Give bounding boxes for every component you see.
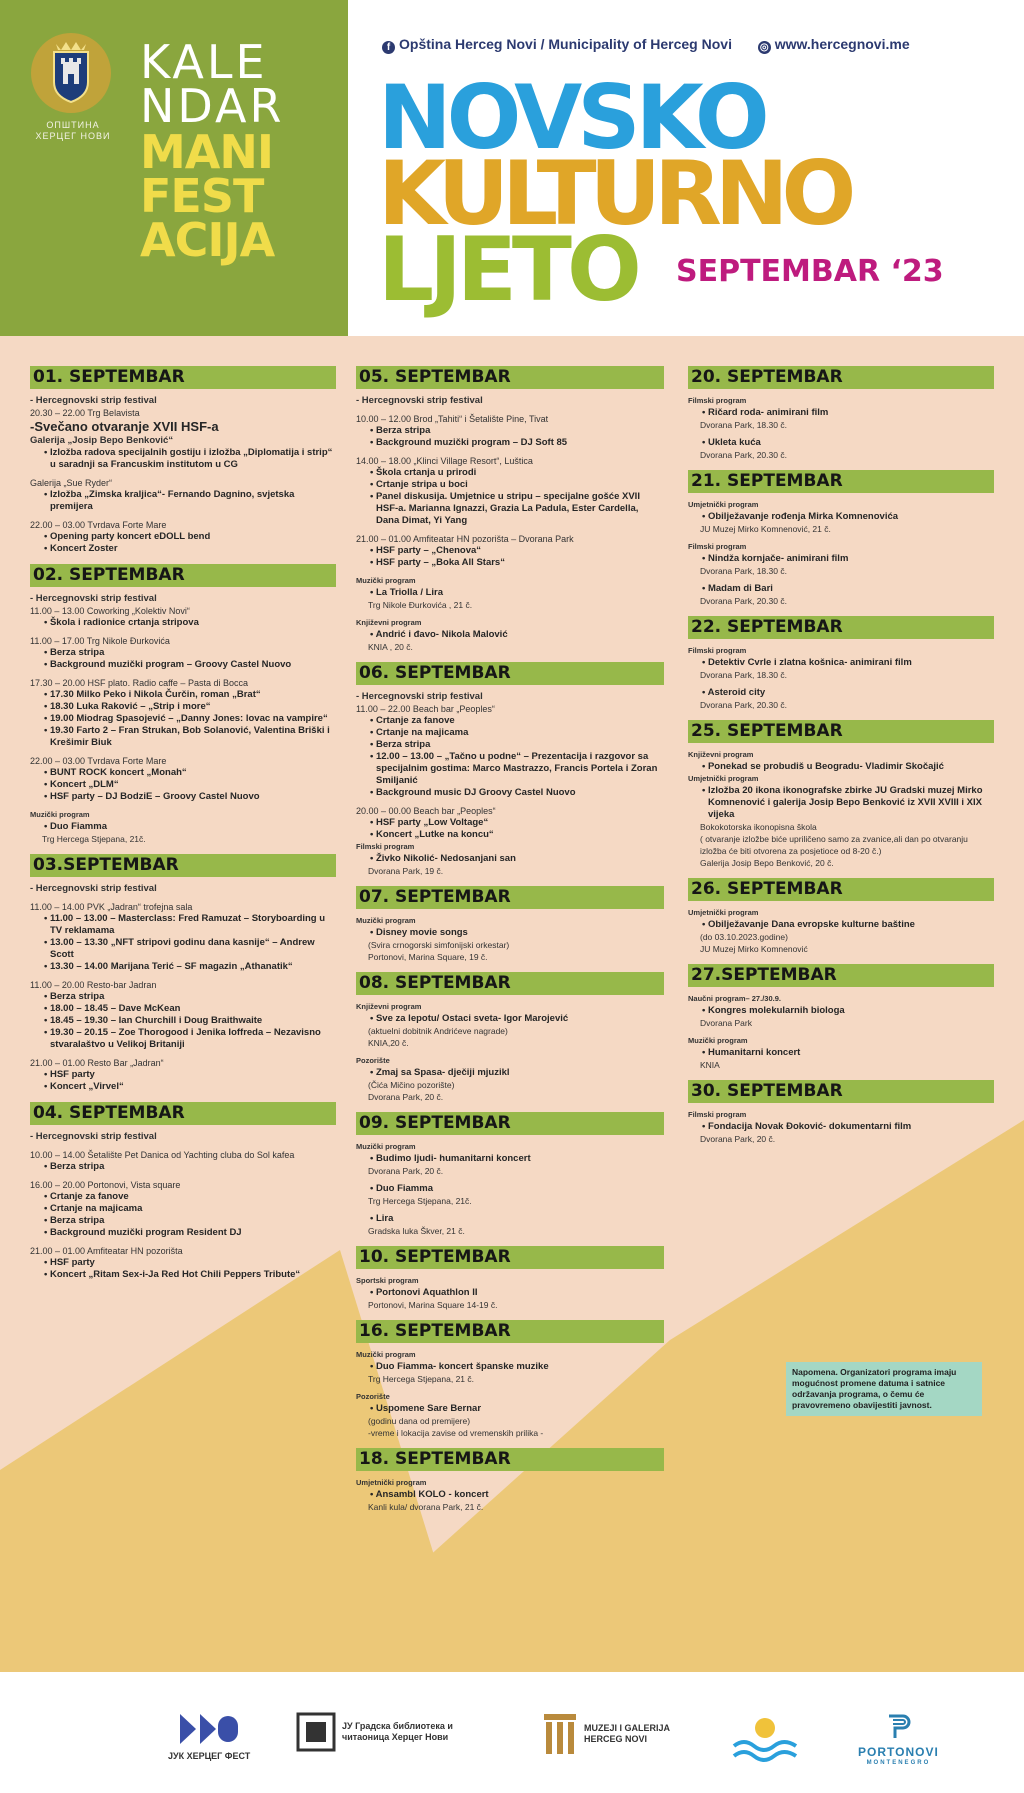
event-item: • Škola i radionice crtanja stripova (30, 617, 336, 629)
event-info: - Hercegnovski strip festival (356, 691, 483, 702)
date-heading: 09. SEPTEMBAR (356, 1112, 664, 1135)
event-venue: Dvorana Park (700, 1018, 752, 1028)
event-venue: JU Muzej Mirko Komnenović (700, 944, 808, 954)
date-heading: 21. SEPTEMBAR (688, 470, 994, 493)
event-item: • 17.30 Milko Peko i Nikola Čurčin, roman „Brat“ (30, 689, 336, 701)
event-group (688, 993, 994, 1029)
event-item: • HSF party (30, 1257, 336, 1269)
social-line (382, 36, 910, 54)
event-item: • Fondacija Novak Đoković- dokumentarni film (688, 1121, 994, 1133)
event-item: • Duo Fiamma (356, 1183, 664, 1195)
program-type: Muzički program (688, 1036, 748, 1045)
event-group (688, 1109, 994, 1145)
event-group (30, 395, 336, 471)
event-venue: (godinu dana od premijere) (368, 1416, 471, 1426)
event-info: 20.00 – 00.00 Beach bar „Peoples“ (356, 806, 496, 816)
event-item: • Crtanje na majicama (356, 727, 664, 739)
event-item: • 18.30 Luka Raković – „Strip i more“ (30, 701, 336, 713)
library-icon (296, 1712, 336, 1752)
event-group (356, 1275, 664, 1311)
event-item: • Crtanje za fanove (30, 1191, 336, 1203)
program-type: Filmski program (688, 1110, 747, 1119)
date-section (688, 720, 994, 869)
date-section (356, 1112, 664, 1237)
event-item: • Kongres molekularnih biologa (688, 1005, 994, 1017)
event-venue: (do 03.10.2023.godine) (700, 932, 788, 942)
event-item: • Ričard roda- animirani film (688, 407, 994, 419)
date-heading: 30. SEPTEMBAR (688, 1080, 994, 1103)
kalendar-line-2: NDAR (140, 79, 285, 133)
date-heading: 08. SEPTEMBAR (356, 972, 664, 995)
event-group (688, 541, 994, 577)
title-novsko: NOVSKO (378, 66, 765, 169)
event-item: • HSF party – DJ BodziE – Groovy Castel Nuovo (30, 791, 336, 803)
event-group (688, 499, 994, 535)
event-item: • Berza stripa (30, 991, 336, 1003)
date-heading: 22. SEPTEMBAR (688, 616, 994, 639)
program-type: Književni program (688, 750, 754, 759)
program-type: Umjetnički program (688, 774, 759, 783)
event-group (356, 1001, 664, 1049)
date-section (356, 972, 664, 1103)
event-group (356, 617, 664, 653)
event-venue: Trg Hercega Stjepana, 21č. (42, 834, 146, 844)
event-item: • 19.30 Farto 2 – Fran Strukan, Bob Solanović, Valentina Briški i Krešimir Biuk (30, 725, 336, 749)
program-type: Muzički program (356, 1350, 416, 1359)
date-section (688, 366, 994, 461)
event-highlight: -Svečano otvaranje XVII HSF-a (30, 419, 219, 434)
event-group (30, 1245, 336, 1281)
event-group (356, 1141, 664, 1177)
date-section (688, 470, 994, 607)
schedule-column-2 (356, 366, 664, 1522)
event-item: • Lira (356, 1213, 664, 1225)
museum-label: MUZEJI I GALERIJA HERCEG NOVI (584, 1723, 670, 1744)
event-info: 22.00 – 03.00 Tvrdava Forte Mare (30, 756, 167, 766)
date-heading: 07. SEPTEMBAR (356, 886, 664, 909)
museum-logo (542, 1712, 680, 1756)
event-venue: Portonovi, Marina Square, 19 č. (368, 952, 488, 962)
event-item: • Andrić i đavo- Nikola Malović (356, 629, 664, 641)
herceg-fest-icon (176, 1712, 242, 1746)
event-group (30, 979, 336, 1051)
program-type: Pozorište (356, 1392, 390, 1401)
event-group (30, 901, 336, 973)
event-item: • 19.00 Miodrag Spasojević – „Danny Jones: lovac na vampire“ (30, 713, 336, 725)
event-item: • HSF party (30, 1069, 336, 1081)
event-group (30, 883, 336, 895)
event-group (356, 691, 664, 799)
event-venue: Galerija Josip Bepo Benković, 20 č. (700, 858, 834, 868)
event-venue: Trg Hercega Stjepana, 21č. (368, 1196, 472, 1206)
program-type: Filmski program (356, 842, 415, 851)
event-info: 17.30 – 20.00 HSF plato. Radio caffe – Pasta di Bocca (30, 678, 248, 688)
program-type: Naučni program– 27./30.9. (688, 994, 781, 1003)
event-info: - Hercegnovski strip festival (30, 1131, 157, 1142)
event-item: • Uspomene Sare Bernar (356, 1403, 664, 1415)
event-item: • 18.00 – 18.45 – Dave McKean (30, 1003, 336, 1015)
event-info: 11.00 – 14.00 PVK „Jadran“ trofejna sala (30, 902, 193, 912)
program-type: Književni program (356, 618, 422, 627)
portonovi-logo (858, 1712, 939, 1769)
event-venue: Portonovi, Marina Square 14-19 č. (368, 1300, 498, 1310)
event-item: • HSF party „Low Voltage“ (356, 817, 664, 829)
program-type: Književni program (356, 1002, 422, 1011)
event-group (356, 1183, 664, 1207)
municipality-label: ОПШТИНА ХЕРЦЕГ НОВИ (35, 120, 111, 141)
herceg-fest-label: ЈУК ХЕРЦЕГ ФЕСТ (168, 1751, 251, 1761)
event-info: 11.00 – 17.00 Trg Nikole Đurkovića (30, 636, 170, 646)
event-venue: Bokokotorska ikonopisna škola (700, 822, 817, 832)
event-item: • Izložba radova specijalnih gostiju i izložba „Diplomatija i strip“ u saradnji sa Francuskim institutom u CG (30, 447, 336, 471)
event-item: • Duo Fiamma (30, 821, 336, 833)
title-ljeto: LJETO (378, 218, 637, 321)
event-item: • 13.30 – 14.00 Marijana Terić – SF magazin „Athanatik“ (30, 961, 336, 973)
event-venue: KNIA , 20 č. (368, 642, 413, 652)
event-item: • Škola crtanja u prirodi (356, 467, 664, 479)
event-group (30, 1149, 336, 1173)
event-item: • 19.30 – 20.15 – Zoe Thorogood i Jenika Ioffreda – Nezavisno stvaralaštvo u Velikoj Britaniji (30, 1027, 336, 1051)
kalendar-line-1: KALE (140, 35, 268, 89)
program-type: Filmski program (688, 396, 747, 405)
event-info: 11.00 – 13.00 Coworking „Kolektiv Novi“ (30, 606, 190, 616)
date-heading: 03.SEPTEMBAR (30, 854, 336, 877)
event-info: - Hercegnovski strip festival (30, 883, 157, 894)
event-info: 14.00 – 18.00 „Klinci Village Resort“, Luštica (356, 456, 533, 466)
event-group (356, 1349, 664, 1385)
event-item: • 18.45 – 19.30 – Ian Churchill i Doug Braithwaite (30, 1015, 336, 1027)
event-venue: (Čića Mičino pozorište) (368, 1080, 455, 1090)
date-heading: 20. SEPTEMBAR (688, 366, 994, 389)
event-group (30, 755, 336, 803)
event-group (688, 583, 994, 607)
event-venue: Dvorana Park, 18.30 č. (700, 670, 787, 680)
event-venue: KNIA (700, 1060, 720, 1070)
event-venue: (aktuelni dobitnik Andrićeve nagrade) (368, 1026, 508, 1036)
portonovi-sub: MONTENEGRO (866, 1760, 931, 1766)
date-heading: 16. SEPTEMBAR (356, 1320, 664, 1343)
event-info: - Hercegnovski strip festival (30, 395, 157, 406)
date-section (30, 366, 336, 555)
event-venue: Dvorana Park, 20 č. (700, 1134, 776, 1144)
event-group (30, 593, 336, 629)
facebook-icon: f (382, 41, 395, 54)
event-item: • Detektiv Cvrle i zlatna košnica- animirani film (688, 657, 994, 669)
event-item: • Obilježavanje Dana evropske kulturne baštine (688, 919, 994, 931)
event-venue: -vreme i lokacija zavise od vremenskih prilika - (368, 1428, 544, 1438)
program-type: Umjetnički program (688, 500, 759, 509)
program-type: Muzički program (356, 1142, 416, 1151)
event-group (356, 455, 664, 527)
kalendar-line-4: FEST (140, 169, 264, 223)
event-group (688, 645, 994, 681)
program-type: Filmski program (688, 542, 747, 551)
event-group (356, 1391, 664, 1439)
event-group (356, 805, 664, 877)
event-venue: ( otvaranje izložbe biće upriličeno samo za zvanice,ali dan po otvaranju izložba će biti otvorena za posjetioce od 8-20 č.) (700, 834, 968, 856)
event-group (30, 1179, 336, 1239)
date-section (356, 662, 664, 877)
event-venue: JU Muzej Mirko Komnenović, 21 č. (700, 524, 831, 534)
event-item: • Ansambl KOLO - koncert (356, 1489, 664, 1501)
event-info: - Hercegnovski strip festival (30, 593, 157, 604)
event-item: • Koncert „Ritam Sex-i-Ja Red Hot Chili Peppers Tribute“ (30, 1269, 336, 1281)
date-heading: 26. SEPTEMBAR (688, 878, 994, 901)
event-info: Galerija „Sue Ryder“ (30, 478, 113, 488)
event-group (356, 915, 664, 963)
event-item: • Crtanje stripa u boci (356, 479, 664, 491)
event-venue: Dvorana Park, 20 č. (368, 1092, 444, 1102)
program-type: Muzički program (356, 576, 416, 585)
portonovi-icon (883, 1712, 913, 1742)
event-group (356, 413, 664, 449)
schedule-column-3 (688, 366, 994, 1154)
date-section (356, 886, 664, 963)
event-group (688, 749, 994, 869)
date-section (688, 1080, 994, 1145)
event-info: 21.00 – 01.00 Amfiteatar HN pozorišta (30, 1246, 183, 1256)
date-section (30, 854, 336, 1093)
event-venue: (Svira crnogorski simfonijski orkestar) (368, 940, 510, 950)
event-item: • Background muzički program Resident DJ (30, 1227, 336, 1239)
event-group (356, 1477, 664, 1513)
event-info: 20.30 – 22.00 Trg Belavista (30, 408, 140, 418)
facebook-link[interactable]: Opština Herceg Novi / Municipality of Herceg Novi (399, 36, 732, 52)
event-info: 10.00 – 12.00 Brod „Tahiti“ i Šetalište Pine, Tivat (356, 414, 549, 424)
event-item: • Obilježavanje rođenja Mirka Komnenovića (688, 511, 994, 523)
museum-icon (542, 1712, 578, 1756)
event-venue: Dvorana Park, 18.30 č. (700, 566, 787, 576)
date-section (688, 964, 994, 1071)
event-info: 16.00 – 20.00 Portonovi, Vista square (30, 1180, 181, 1190)
event-group (30, 477, 336, 513)
date-section (356, 366, 664, 653)
event-item: • BUNT ROCK koncert „Monah“ (30, 767, 336, 779)
event-group (30, 677, 336, 749)
event-item: • Koncert „Lutke na koncu“ (356, 829, 664, 841)
program-type: Umjetnički program (356, 1478, 427, 1487)
globe-icon: ◎ (758, 41, 771, 54)
event-item: • Asteroid city (688, 687, 994, 699)
date-heading: 02. SEPTEMBAR (30, 564, 336, 587)
kalendar-line-3: MANI (140, 125, 273, 179)
event-item: • Background muzički program – DJ Soft 85 (356, 437, 664, 449)
event-item: • Madam di Bari (688, 583, 994, 595)
sea-event-icon (730, 1712, 800, 1764)
event-item: • Budimo ljudi- humanitarni koncert (356, 1153, 664, 1165)
date-section (356, 1320, 664, 1439)
event-group (688, 687, 994, 711)
date-section (356, 1246, 664, 1311)
date-section (688, 616, 994, 711)
event-item: • Berza stripa (30, 1215, 336, 1227)
program-type: Pozorište (356, 1056, 390, 1065)
event-item: • Izložba 20 ikona ikonografske zbirke JU Gradski muzej Mirko Komnenović i galerija Josip Bepo Benković iz XVII XVIII i XIX vijeka (688, 785, 994, 821)
date-heading: 18. SEPTEMBAR (356, 1448, 664, 1471)
event-item: • Portonovi Aquathlon II (356, 1287, 664, 1299)
event-info: 21.00 – 01.00 Resto Bar „Jadran“ (30, 1058, 164, 1068)
event-item: • Background music DJ Groovy Castel Nuovo (356, 787, 664, 799)
event-item: • Zmaj sa Spasa- dječiji mjuzikl (356, 1067, 664, 1079)
event-info: 11.00 – 20.00 Resto-bar Jadran (30, 980, 157, 990)
event-item: • 11.00 – 13.00 – Masterclass: Fred Ramuzat – Storyboarding u TV reklamama (30, 913, 336, 937)
event-group (30, 809, 336, 845)
program-type: Muzički program (356, 916, 416, 925)
event-item: • Background muzički program – Groovy Castel Nuovo (30, 659, 336, 671)
library-label: ЈУ Градска библиотека и читаоница Херцег Нови (342, 1721, 453, 1742)
event-info: Galerija „Josip Bepo Benković“ (30, 435, 174, 446)
event-venue: KNIA,20 č. (368, 1038, 409, 1048)
event-item: • Crtanje na majicama (30, 1203, 336, 1215)
schedule-column-1 (30, 366, 336, 1290)
event-item: • Berza stripa (30, 1161, 336, 1173)
event-item: • Koncert „Virvel“ (30, 1081, 336, 1093)
event-item: • Crtanje za fanove (356, 715, 664, 727)
event-venue: Dvorana Park, 20.30 č. (700, 450, 787, 460)
date-heading: 10. SEPTEMBAR (356, 1246, 664, 1269)
event-item: • Živko Nikolić- Nedosanjani san (356, 853, 664, 865)
library-logo (296, 1712, 482, 1752)
event-item: • Ponekad se probudiš u Beogradu- Vladimir Skočajić (688, 761, 994, 773)
organizer-note: Napomena. Organizatori programa imaju mogućnost promene datuma i satnice održavanja programa, o čemu će pravovremeno obavijestiti javnost. (786, 1362, 982, 1416)
event-info: 10.00 – 14.00 Šetalište Pet Danica od Yachting cluba do Sol kafea (30, 1150, 295, 1160)
date-heading: 25. SEPTEMBAR (688, 720, 994, 743)
date-section (688, 878, 994, 955)
event-venue: Kanli kula/ dvorana Park, 21 č. (368, 1502, 484, 1512)
event-venue: Gradska luka Škver, 21 č. (368, 1226, 465, 1236)
date-heading: 06. SEPTEMBAR (356, 662, 664, 685)
date-heading: 27.SEPTEMBAR (688, 964, 994, 987)
event-item: • Berza stripa (356, 425, 664, 437)
event-group (30, 1057, 336, 1093)
coat-of-arms-icon (26, 28, 116, 118)
event-item: • Ukleta kuća (688, 437, 994, 449)
event-group (688, 437, 994, 461)
event-item: • Berza stripa (30, 647, 336, 659)
event-logo (730, 1712, 800, 1764)
event-venue: Dvorana Park, 18.30 č. (700, 420, 787, 430)
portonovi-label: PORTONOVI (858, 1745, 939, 1759)
event-group (356, 1213, 664, 1237)
event-group (30, 635, 336, 671)
event-group (30, 519, 336, 555)
header (0, 0, 1024, 336)
date-section (30, 564, 336, 845)
event-venue: Dvorana Park, 20.30 č. (700, 596, 787, 606)
event-item: • Izložba „Zimska kraljica“- Fernando Dagnino, svjetska premijera (30, 489, 336, 513)
event-group (356, 395, 664, 407)
event-item: • HSF party – „Chenova“ (356, 545, 664, 557)
event-venue: Trg Hercega Stjepana, 21 č. (368, 1374, 474, 1384)
date-heading: 04. SEPTEMBAR (30, 1102, 336, 1125)
event-venue: Trg Nikole Đurkovića , 21 č. (368, 600, 473, 610)
event-item: • Duo Fiamma- koncert španske muzike (356, 1361, 664, 1373)
event-item: • Berza stripa (356, 739, 664, 751)
date-heading: 01. SEPTEMBAR (30, 366, 336, 389)
herceg-fest-logo (168, 1712, 250, 1762)
event-group (688, 395, 994, 431)
date-section (30, 1102, 336, 1281)
event-group (688, 1035, 994, 1071)
event-item: • 12.00 – 13.00 – „Tačno u podne“ – Prezentacija i razgovor sa specijalnim gostima: Marco Mastrazzo, Francis Portela i Zoran Smiljanić (356, 751, 664, 787)
program-type: Umjetnički program (688, 908, 759, 917)
event-item: • Opening party koncert eDOLL bend (30, 531, 336, 543)
event-info: - Hercegnovski strip festival (356, 395, 483, 406)
date-section (356, 1448, 664, 1513)
event-group (356, 1055, 664, 1103)
event-item: • Sve za lepotu/ Ostaci sveta- Igor Marojević (356, 1013, 664, 1025)
event-info: 11.00 – 22.00 Beach bar „Peoples“ (356, 704, 495, 714)
event-venue: Dvorana Park, 20.30 č. (700, 700, 787, 710)
event-item: • Humanitarni koncert (688, 1047, 994, 1059)
event-item: • Disney movie songs (356, 927, 664, 939)
program-type: Filmski program (688, 646, 747, 655)
event-group (30, 1131, 336, 1143)
event-item: • Koncert „DLM“ (30, 779, 336, 791)
event-item: • 13.00 – 13.30 „NFT stripovi godinu dana kasnije“ – Andrew Scott (30, 937, 336, 961)
kalendar-line-5: ACIJA (140, 213, 275, 267)
date-heading: 05. SEPTEMBAR (356, 366, 664, 389)
event-venue: Dvorana Park, 19 č. (368, 866, 444, 876)
event-group (688, 907, 994, 955)
event-group (356, 575, 664, 611)
event-item: • HSF party – „Boka All Stars“ (356, 557, 664, 569)
title-kulturno: KULTURNO (378, 142, 850, 245)
event-item: • Panel diskusija. Umjetnice u stripu – specijalne gošće XVII HSF-a. Marianna Ignazzi, Grazia La Padula, Ester Cardella, Dana Dimat, Yi Yang (356, 491, 664, 527)
kalendar-block (0, 0, 348, 336)
program-type: Sportski program (356, 1276, 419, 1285)
event-info: 21.00 – 01.00 Amfiteatar HN pozorišta – Dvorana Park (356, 534, 574, 544)
website-link[interactable]: www.hercegnovi.me (774, 36, 910, 52)
event-group (356, 533, 664, 569)
program-type: Muzički program (30, 810, 90, 819)
event-venue: Dvorana Park, 20 č. (368, 1166, 444, 1176)
event-info: 22.00 – 03.00 Tvrdava Forte Mare (30, 520, 167, 530)
event-item: • Nindža kornjače- animirani film (688, 553, 994, 565)
event-item: • La Triolla / Lira (356, 587, 664, 599)
month-label: SEPTEMBAR ‘23 (676, 254, 944, 289)
event-item: • Koncert Zoster (30, 543, 336, 555)
